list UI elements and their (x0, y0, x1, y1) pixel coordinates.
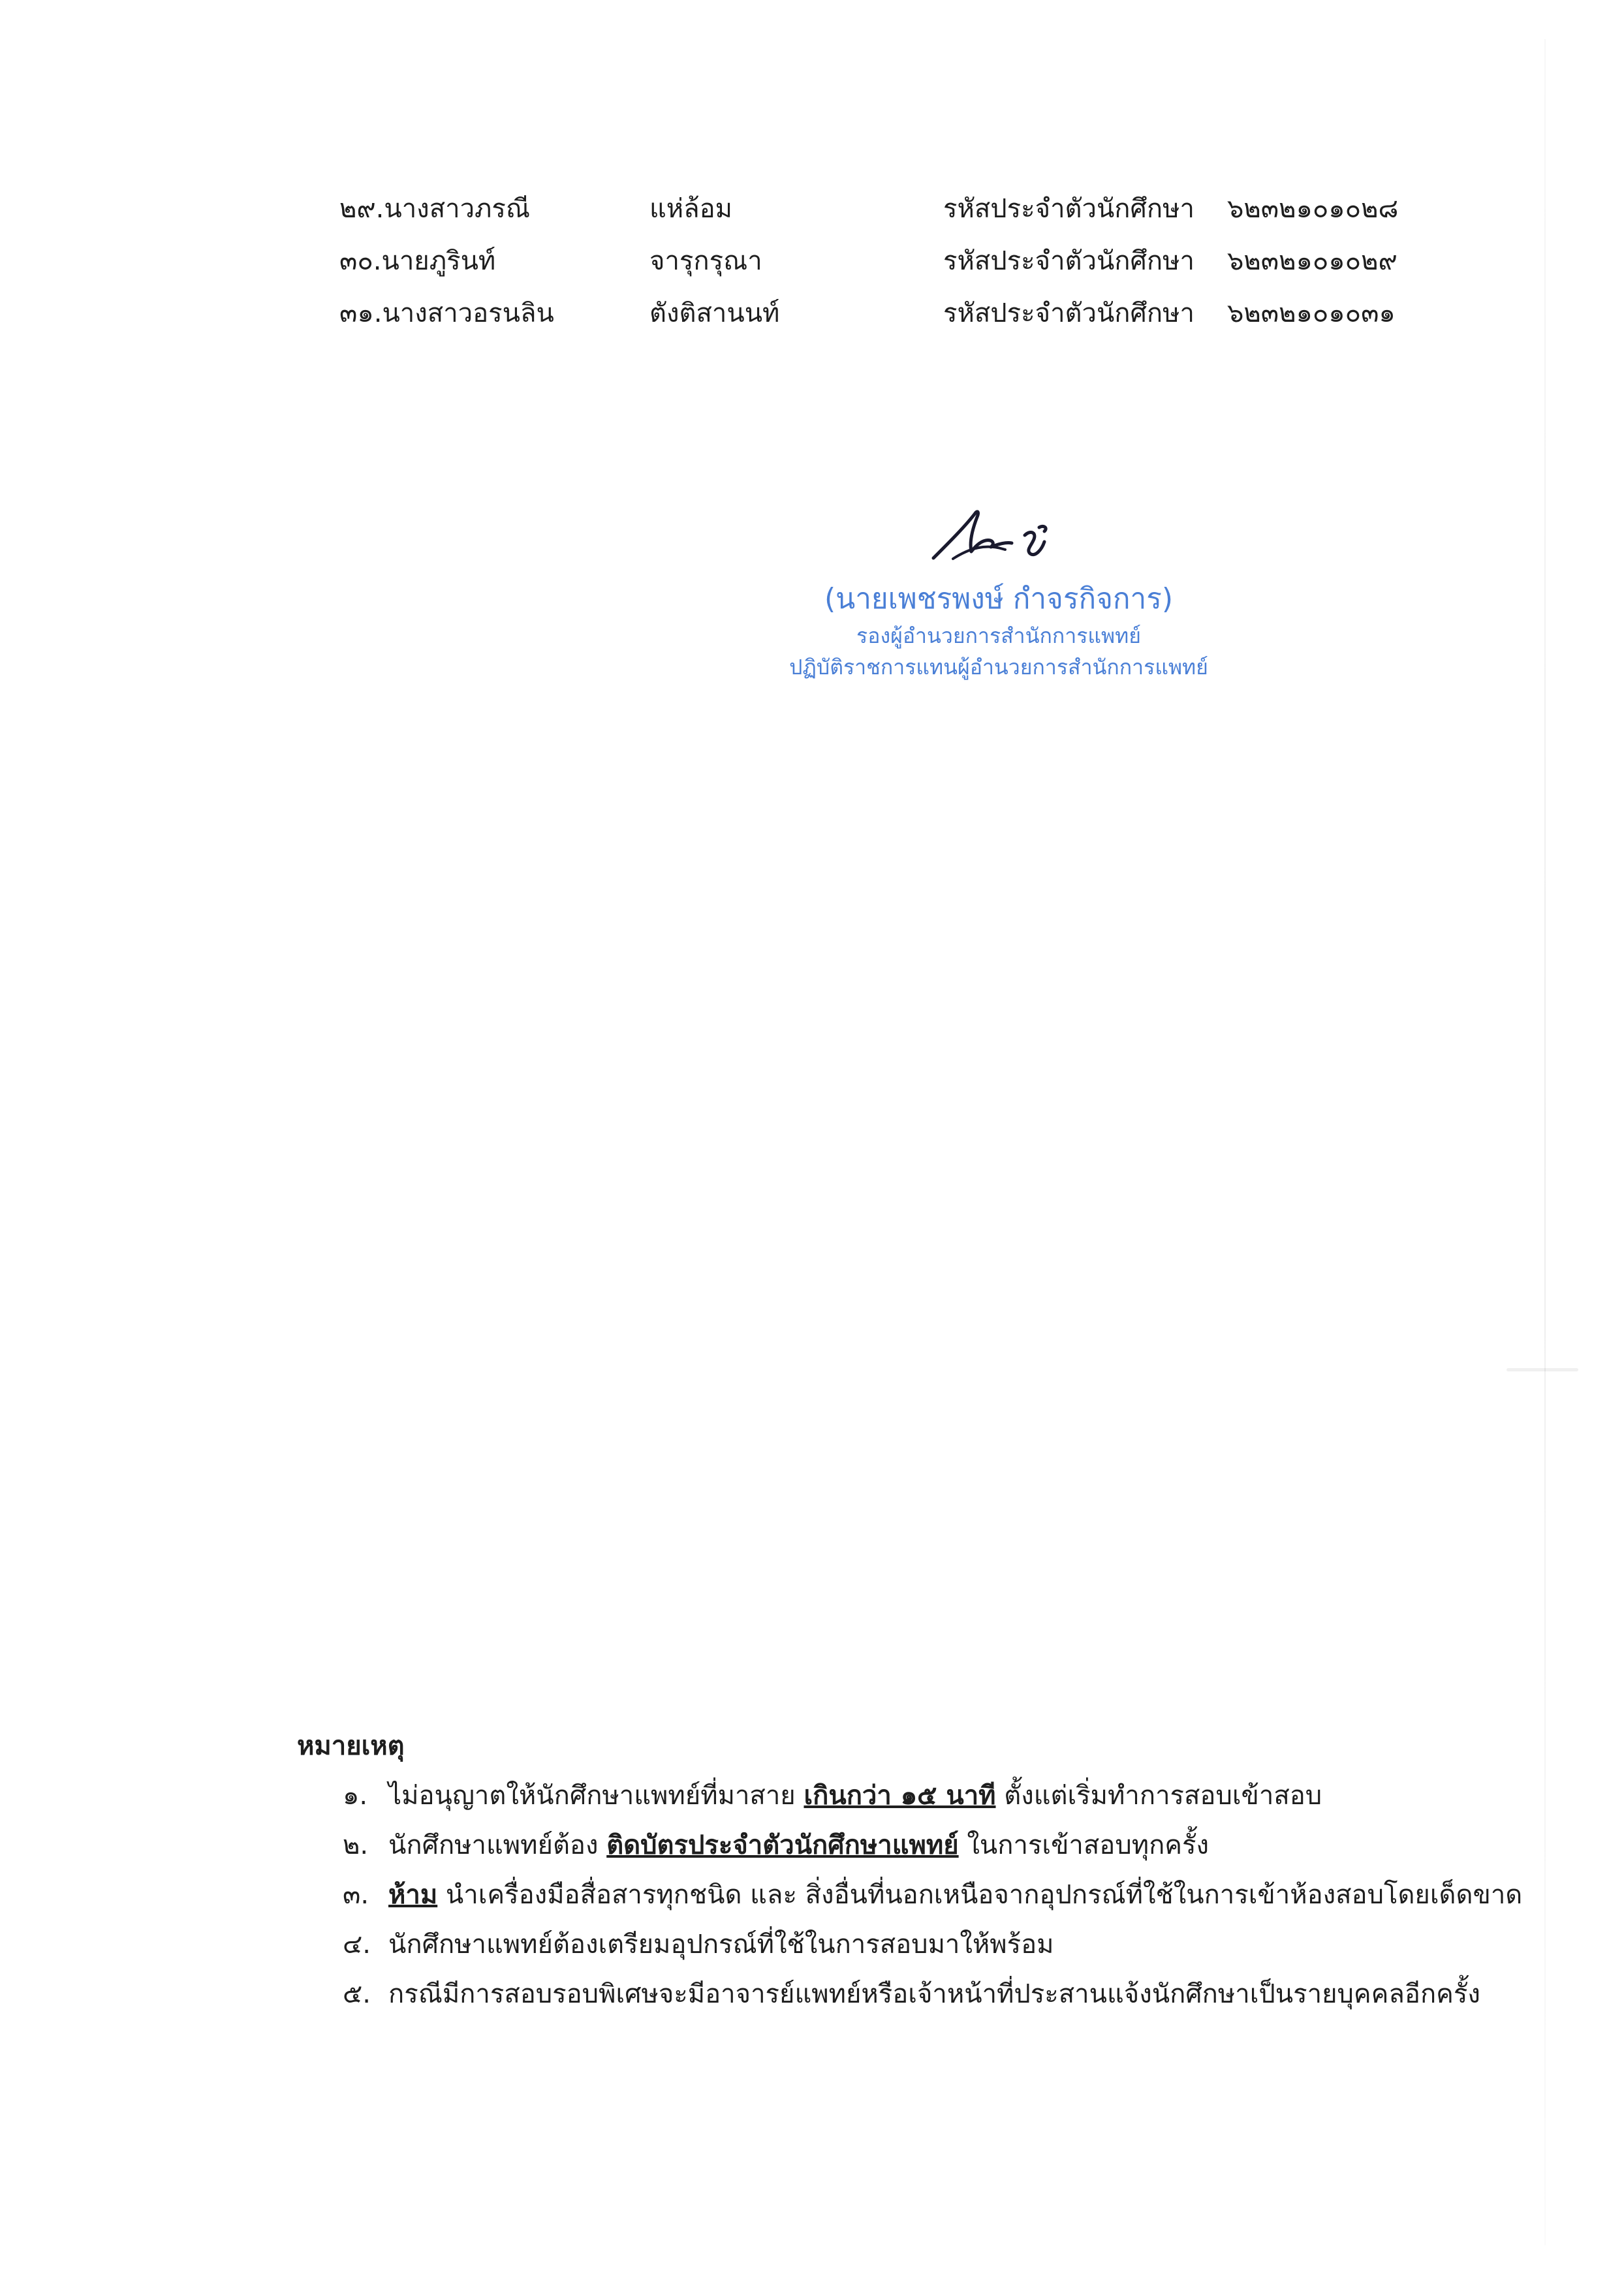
student-name: ๓๐.นายภูรินท์ (339, 246, 496, 276)
scan-mark (1507, 1368, 1578, 1371)
student-name: ๒๙.นางสาวภรณี (339, 194, 531, 224)
notes-section (297, 1727, 1523, 2024)
note-number: ๓. (343, 1880, 369, 1910)
student-id-label: รหัสประจำตัวนักศึกษา (943, 298, 1195, 328)
student-surname: จารุกรุณา (649, 246, 762, 276)
note-number: ๔. (343, 1930, 371, 1960)
note-emphasis: ติดบัตรประจำตัวนักศึกษาแพทย์ (606, 1830, 959, 1860)
note-text: นักศึกษาแพทย์ต้อง (388, 1830, 607, 1860)
student-id-label: รหัสประจำตัวนักศึกษา (943, 246, 1195, 276)
note-text: ตั้งแต่เริ่มทำการสอบเข้าสอบ (995, 1781, 1322, 1811)
signature-block (770, 496, 1227, 683)
note-emphasis: เกินกว่า ๑๕ นาที (804, 1781, 996, 1811)
student-surname: ตังติสานนท์ (649, 298, 780, 328)
signer-title: รองผู้อำนวยการสำนักการแพทย์ (856, 623, 1141, 648)
note-emphasis: ห้าม (388, 1880, 438, 1910)
student-id: ๖๒๓๒๑๐๑๐๓๑ (1227, 298, 1396, 328)
student-id-label: รหัสประจำตัวนักศึกษา (943, 194, 1195, 224)
note-item (297, 1925, 1472, 1975)
note-text: นำเครื่องมือสื่อสารทุกชนิด และ สิ่งอื่นที่นอกเหนือจากอุปกรณ์ที่ใช้ในการเข้าห้องสอบโดยเด็ดขาด (437, 1880, 1523, 1910)
note-item (297, 1875, 1523, 1925)
note-item (297, 1776, 1472, 1826)
student-row (339, 294, 1449, 346)
student-row (339, 189, 1449, 242)
student-id: ๖๒๓๒๑๐๑๐๒๘ (1227, 194, 1399, 224)
note-number: ๒. (343, 1830, 369, 1860)
notes-heading: หมายเหตุ (297, 1731, 405, 1761)
note-text: นักศึกษาแพทย์ต้องเตรียมอุปกรณ์ที่ใช้ในการสอบมาให้พร้อม (388, 1930, 1054, 1960)
note-item (297, 1975, 1480, 2024)
student-row (339, 242, 1449, 294)
student-id: ๖๒๓๒๑๐๑๐๒๙ (1227, 246, 1398, 276)
signer-acting-title: ปฏิบัติราชการแทนผู้อำนวยการสำนักการแพทย์ (789, 655, 1208, 680)
student-name: ๓๑.นางสาวอรนลิน (339, 298, 554, 328)
note-number: ๑. (343, 1781, 368, 1811)
student-surname: แห่ล้อม (649, 194, 733, 224)
note-text: ไม่อนุญาตให้นักศึกษาแพทย์ที่มาสาย (388, 1781, 804, 1811)
note-number: ๕. (343, 1979, 371, 2009)
note-text: ในการเข้าสอบทุกครั้ง (958, 1830, 1210, 1860)
student-list (339, 189, 1449, 346)
note-item (297, 1826, 1472, 1875)
note-text: กรณีมีการสอบรอบพิเศษจะมีอาจารย์แพทย์หรือเจ้าหน้าที่ประสานแจ้งนักศึกษาเป็นรายบุคคลอีกครั้ง (388, 1979, 1480, 2009)
signer-name: (นายเพชรพงษ์ กำจรกิจการ) (824, 582, 1174, 616)
scan-edge-shadow (1544, 39, 1546, 2245)
handwritten-signature (914, 496, 1084, 574)
